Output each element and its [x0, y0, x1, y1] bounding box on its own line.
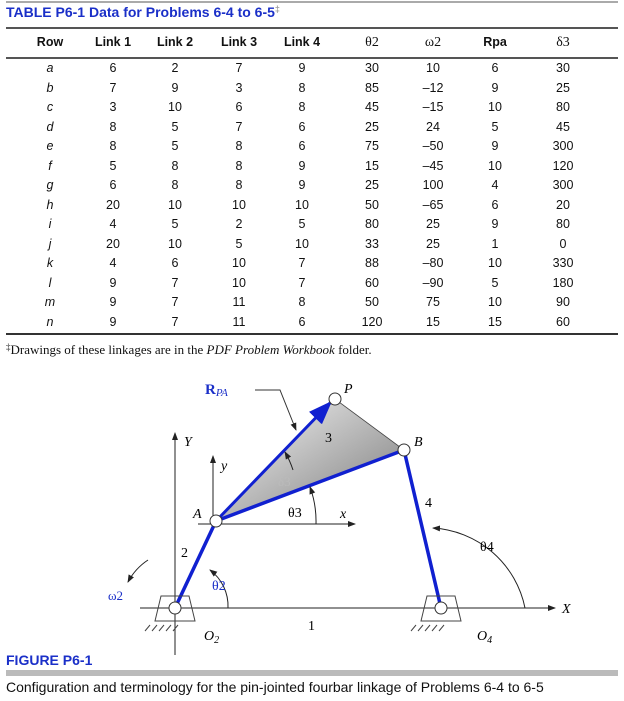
table-cell: 25	[426, 217, 440, 231]
table-cell: 50	[365, 295, 379, 309]
table-cell: 8	[298, 295, 306, 309]
table-cell: 10	[295, 236, 309, 251]
table-cell: 5	[298, 217, 306, 231]
table-cell: 7	[109, 80, 117, 95]
table-cell: 180	[552, 275, 574, 290]
table-cell: 10	[488, 158, 502, 173]
table-cell: 10	[232, 197, 246, 212]
row-label: j	[48, 236, 52, 251]
header-rpa: Rpa	[483, 35, 507, 49]
table-cell: 9	[491, 80, 499, 95]
table-cell: 50	[365, 197, 379, 212]
rpa-label: RPA	[205, 382, 228, 399]
table-cell: 5	[109, 158, 117, 173]
table-cell: 75	[365, 139, 379, 153]
omega2-arrow	[128, 560, 148, 582]
table-cell: 9	[298, 178, 306, 192]
row-label: f	[48, 158, 52, 173]
table-cell: –45	[422, 158, 444, 173]
table-cell: 4	[109, 256, 117, 270]
table-cell: 25	[365, 178, 379, 192]
table-cell: 4	[109, 217, 117, 231]
pin-b	[398, 444, 410, 456]
caption-bar	[6, 670, 618, 676]
table-cell: 80	[556, 217, 570, 231]
ground-hatch	[145, 625, 444, 631]
row-label: m	[44, 295, 56, 309]
header-omega2: ω2	[424, 35, 442, 50]
label-o4: $O_4$	[477, 629, 493, 646]
table-cell: 7	[235, 61, 243, 75]
link-2	[175, 521, 216, 608]
table-cell: 9	[298, 158, 306, 173]
table-cell: 300	[552, 139, 574, 153]
header-link2: Link 2	[156, 35, 194, 49]
table-cell: 9	[298, 61, 306, 75]
label-y: y	[221, 459, 228, 474]
rpa-leader	[255, 390, 296, 430]
table-cell: 300	[552, 178, 574, 192]
table-cell: 5	[491, 119, 499, 134]
table-cell: 120	[361, 314, 383, 329]
label-a: A	[193, 507, 202, 522]
table-cell: 7	[298, 275, 306, 290]
table-cell: 6	[298, 139, 306, 153]
table-cell: 45	[365, 100, 379, 114]
table-cell: 6	[109, 61, 117, 75]
table-title-text: TABLE P6-1 Data for Problems 6-4 to 6-5	[6, 4, 275, 20]
header-link1: Link 1	[94, 35, 132, 49]
label-link-1: 1	[308, 619, 315, 634]
pin-o4	[435, 602, 447, 614]
table-cell: 8	[109, 139, 117, 153]
table-cell: 7	[298, 256, 306, 270]
table-cell: 8	[298, 80, 306, 95]
table-cell: 8	[171, 158, 179, 173]
table-cell: 33	[365, 236, 379, 251]
label-link-2: 2	[181, 546, 188, 561]
row-label: h	[46, 197, 54, 212]
table-cell: 10	[168, 100, 182, 114]
footnote-mark: ‡	[6, 342, 11, 352]
table-cell: 6	[298, 314, 306, 329]
header-link3: Link 3	[220, 35, 258, 49]
table-cell: 5	[171, 119, 179, 134]
link-4	[404, 450, 441, 608]
table-cell: –15	[422, 100, 444, 114]
table-cell: 75	[426, 295, 440, 309]
table-cell: –65	[422, 197, 444, 212]
table-cell: 330	[552, 256, 574, 270]
table-cell: 10	[488, 100, 502, 114]
table-cell: 10	[426, 61, 440, 75]
table-cell: 25	[365, 119, 379, 134]
label-p: P	[344, 382, 353, 397]
table-cell: 0	[559, 236, 567, 251]
table-cell: 10	[232, 256, 246, 270]
table-cell: 45	[556, 119, 570, 134]
table-cell: 10	[488, 256, 502, 270]
figure-caption: Configuration and terminology for the pin-jointed fourbar linkage of Problems 6-4 to 6-5	[6, 679, 544, 695]
table-cell: 20	[556, 197, 570, 212]
label-Y: Y	[184, 435, 192, 450]
table-cell: 1	[491, 236, 499, 251]
label-o2: $O_2$	[204, 629, 220, 646]
table-cell: 8	[298, 100, 306, 114]
table-cell: 5	[235, 236, 243, 251]
table-cell: 9	[109, 275, 117, 290]
table-cell: 9	[109, 295, 117, 309]
label-theta2: θ2	[212, 579, 226, 594]
label-theta3: θ3	[288, 506, 302, 521]
table-cell: 8	[235, 158, 243, 173]
table-cell: 11	[232, 295, 246, 309]
table-cell: 30	[556, 61, 570, 75]
label-theta4: θ4	[480, 540, 494, 555]
header-row: Row	[36, 35, 64, 49]
table-cell: 25	[556, 80, 570, 95]
table-cell: 20	[106, 197, 120, 212]
table-cell: 88	[365, 256, 379, 270]
table-cell: 6	[171, 256, 179, 270]
table-cell: 80	[365, 217, 379, 231]
table-cell: 15	[426, 314, 440, 329]
label-link-3: 3	[325, 431, 332, 446]
pin-o2	[169, 602, 181, 614]
table-cell: 6	[491, 197, 499, 212]
header-link4: Link 4	[283, 35, 321, 49]
table-cell: 10	[168, 197, 182, 212]
footnote-text-end: folder.	[334, 342, 372, 357]
table-cell: 8	[235, 178, 243, 192]
table-cell: –12	[422, 80, 444, 95]
table-cell: 8	[171, 178, 179, 192]
row-label: c	[46, 100, 54, 114]
table-cell: 20	[106, 236, 120, 251]
table-cell: 5	[491, 275, 499, 290]
table-cell: 11	[232, 314, 246, 329]
row-label: n	[46, 314, 54, 329]
table-cell: 4	[491, 178, 499, 192]
theta3-arc	[310, 487, 316, 524]
table-cell: 9	[109, 314, 117, 329]
table-cell: 120	[552, 158, 574, 173]
table-cell: 7	[171, 314, 179, 329]
table-cell: 100	[422, 178, 444, 192]
row-label: e	[46, 139, 54, 153]
row-label: d	[46, 119, 54, 134]
table-cell: 9	[491, 139, 499, 153]
table-cell: 6	[491, 61, 499, 75]
table-cell: 3	[109, 100, 117, 114]
table-cell: 15	[488, 314, 502, 329]
row-label: g	[46, 178, 54, 192]
label-link-4: 4	[425, 496, 432, 511]
table-cell: 24	[426, 119, 440, 134]
table-cell: 30	[365, 61, 379, 75]
title-footnote-mark: ‡	[274, 4, 280, 14]
table-cell: 10	[488, 295, 502, 309]
table-cell: 8	[109, 119, 117, 134]
pin-a	[210, 515, 222, 527]
table-cell: –50	[422, 139, 444, 153]
table-cell: 10	[232, 275, 246, 290]
figure-label: FIGURE P6-1	[6, 652, 93, 668]
table-cell: 10	[295, 197, 309, 212]
table-cell: 10	[168, 236, 182, 251]
label-b: B	[414, 435, 423, 450]
table-cell: 7	[171, 275, 179, 290]
table-cell: –90	[422, 275, 444, 290]
table-cell: 2	[171, 61, 179, 75]
table-cell: 7	[235, 119, 243, 134]
table-cell: 60	[365, 275, 379, 290]
table-cell: 5	[171, 217, 179, 231]
table-cell: 7	[171, 295, 179, 309]
table-cell: 15	[365, 158, 379, 173]
table-cell: 6	[298, 119, 306, 134]
table-cell: 9	[491, 217, 499, 231]
label-X: X	[562, 602, 571, 617]
row-label: b	[46, 80, 54, 95]
table-cell: –80	[422, 256, 444, 270]
label-omega2: ω2	[108, 588, 124, 603]
footnote-emphasis: PDF Problem Workbook	[206, 342, 335, 357]
row-label: a	[46, 61, 54, 75]
row-label: i	[48, 217, 52, 231]
table-cell: 8	[235, 139, 243, 153]
pin-p	[329, 393, 341, 405]
table-cell: 2	[235, 217, 243, 231]
row-label: k	[46, 256, 54, 270]
table-cell: 25	[426, 236, 440, 251]
table-cell: 6	[235, 100, 243, 114]
table-cell: 6	[109, 178, 117, 192]
table-cell: 80	[556, 100, 570, 114]
label-delta3: δ3	[278, 474, 291, 489]
header-theta2: θ2	[365, 35, 379, 50]
table-cell: 85	[365, 80, 379, 95]
label-x: x	[340, 507, 347, 522]
table-cell: 60	[556, 314, 570, 329]
footnote-text: Drawings of these linkages are in the	[10, 342, 207, 357]
table-cell: 3	[235, 80, 243, 95]
header-delta3: δ3	[556, 35, 570, 50]
table-cell: 5	[171, 139, 179, 153]
row-label: l	[48, 275, 52, 290]
table-cell: 90	[556, 295, 570, 309]
table-cell: 9	[171, 80, 179, 95]
